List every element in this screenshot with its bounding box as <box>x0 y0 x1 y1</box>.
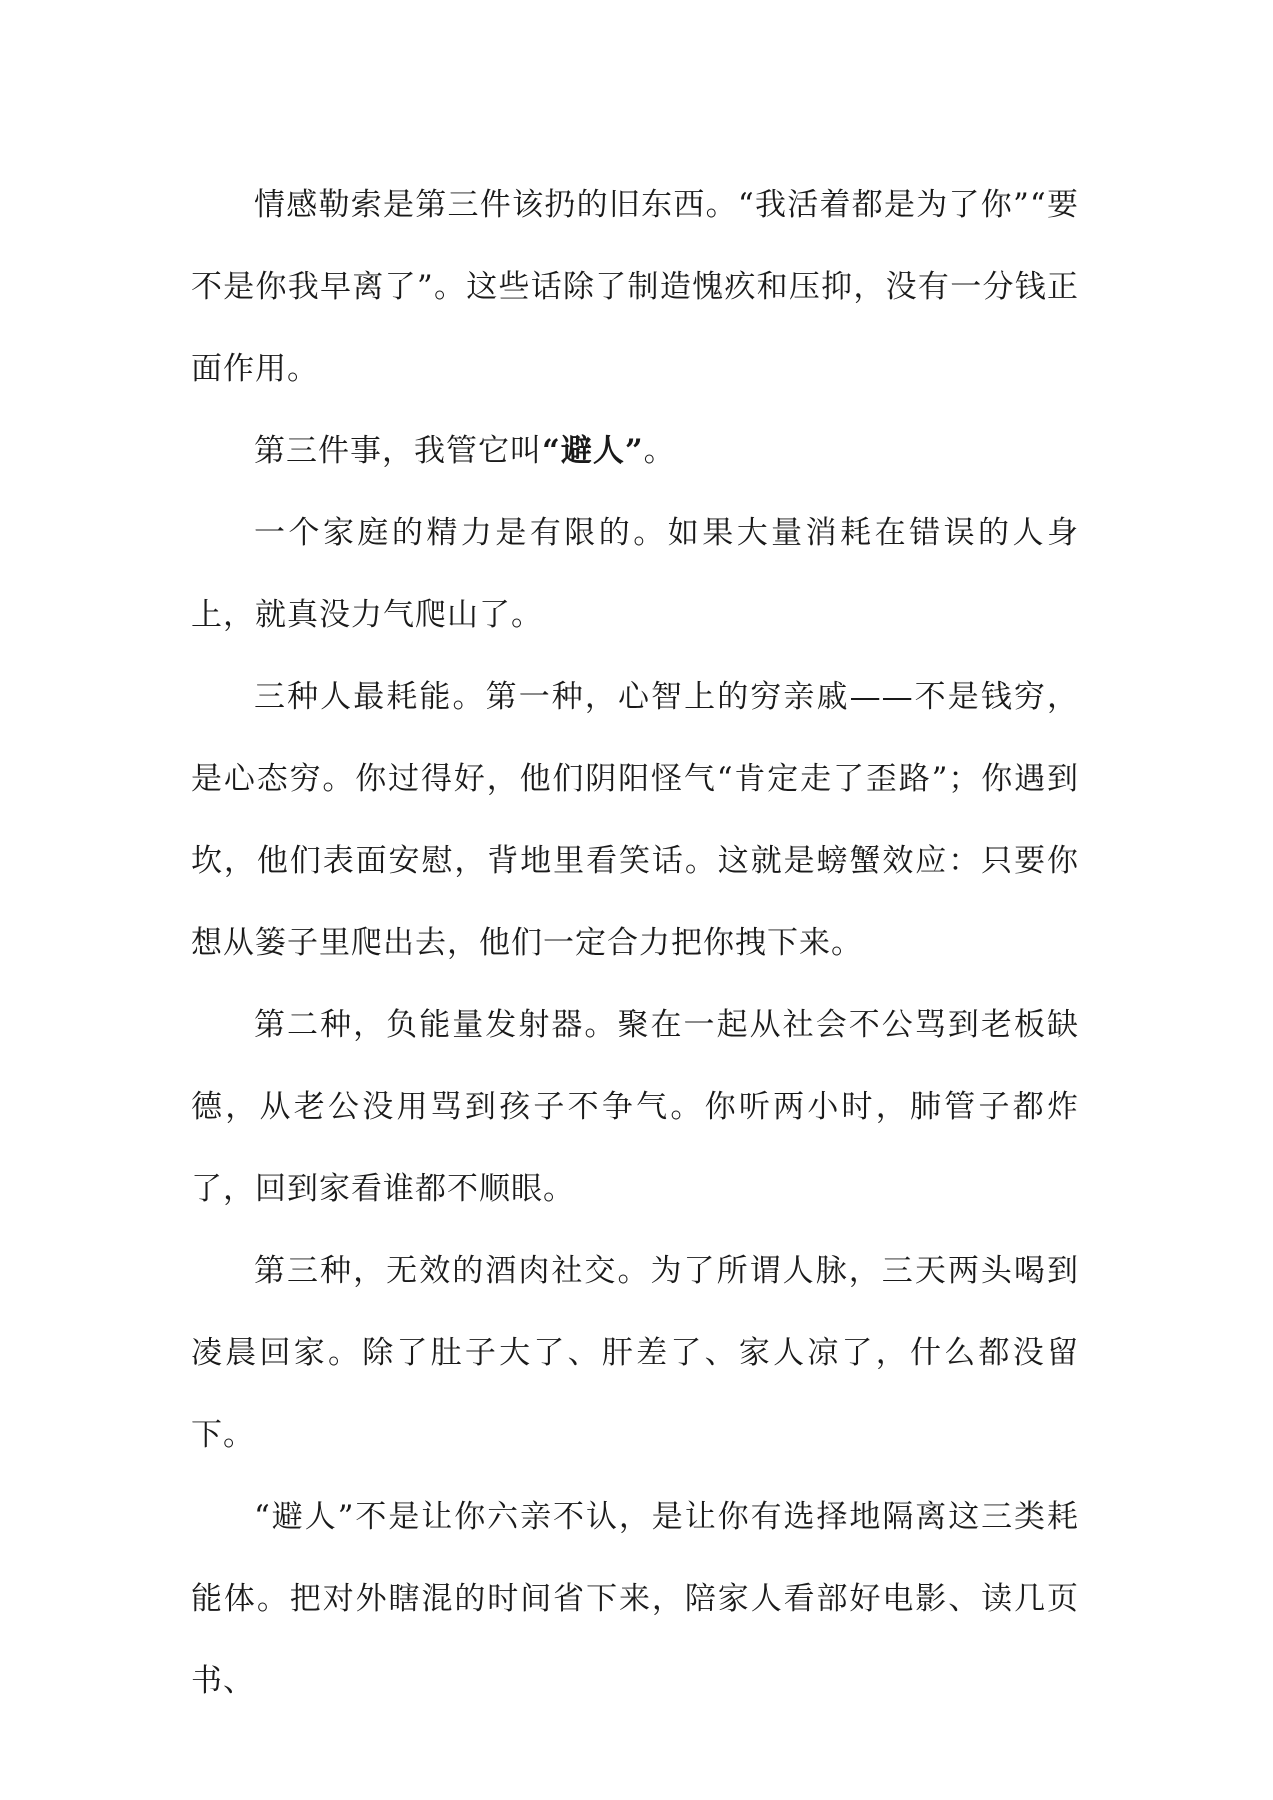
paragraph-third-thing <box>191 410 1079 492</box>
keyword-avoid-people: “避人” <box>542 433 644 469</box>
paragraph-third-type: 第三种，无效的酒肉社交。为了所谓人脉，三天两头喝到凌晨回家。除了肚子大了、肝差了、家人凉了，什么都没留下。 <box>191 1253 1079 1453</box>
document-body <box>191 164 1079 1722</box>
paragraph-third-thing-lead: 第三件事，我管它叫 <box>254 433 542 469</box>
paragraph-emotional-blackmail: 情感勒索是第三件该扔的旧东西。“我活着都是为了你”“要不是你我早离了”。这些话除了制造愧疚和压抑，没有一分钱正面作用。 <box>191 187 1079 387</box>
paragraph-first-type: 三种人最耗能。第一种，心智上的穷亲戚——不是钱穷，是心态穷。你过得好，他们阴阳怪气“肯定走了歪路”；你遇到坎，他们表面安慰，背地里看笑话。这就是螃蟹效应：只要你想从篓子里爬出去，他们一定合力把你拽下来。 <box>191 679 1079 961</box>
paragraph-second-type: 第二种，负能量发射器。聚在一起从社会不公骂到老板缺德，从老公没用骂到孩子不争气。你听两小时，肺管子都炸了，回到家看谁都不顺眼。 <box>191 1007 1079 1207</box>
paragraph-family-energy: 一个家庭的精力是有限的。如果大量消耗在错误的人身上，就真没力气爬山了。 <box>191 515 1079 633</box>
paragraph-third-thing-tail: 。 <box>643 433 676 469</box>
paragraph-avoid-explanation: “避人”不是让你六亲不认，是让你有选择地隔离这三类耗能体。把对外瞎混的时间省下来，陪家人看部好电影、读几页书、 <box>191 1499 1079 1699</box>
